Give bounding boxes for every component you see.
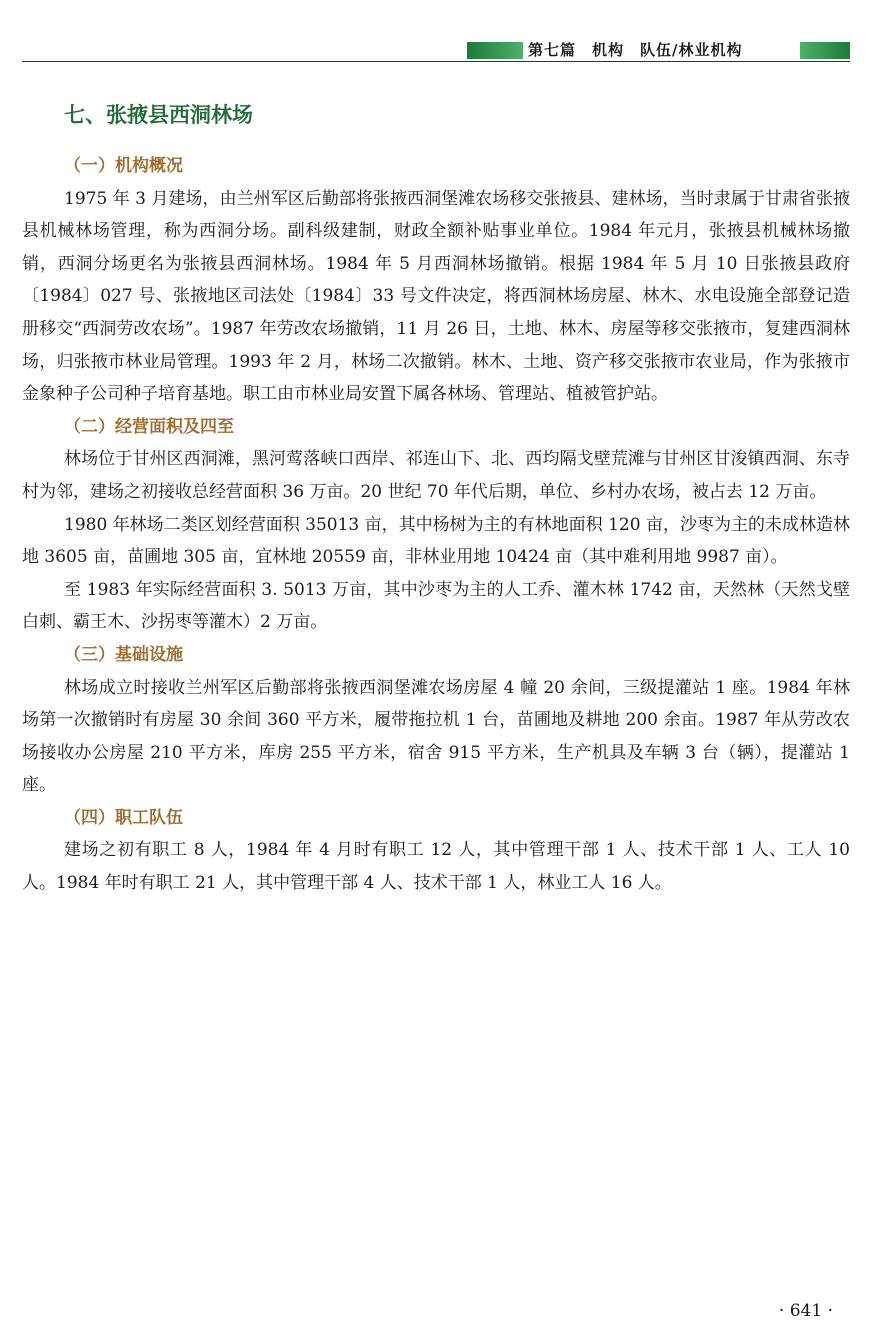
header-title: 第七篇 机构 队伍/林业机构 — [528, 41, 743, 59]
running-header — [22, 40, 850, 62]
paragraph-org-overview: 1975 年 3 月建场，由兰州军区后勤部将张掖西洞堡滩农场移交张掖县、建林场，当时隶属于甘肃省张掖县机械林场管理，称为西洞分场。副科级建制，财政全额补贴事业单位。1984 年元月，张掖县机械林场撤销，西洞分场更名为张掖县西洞林场。1984 年 5 月西洞林场撤销。根据 1984 年 5 月 10 日张掖县政府〔1984〕027 号、张掖地区司法处〔1984〕33 号文件决定，将西洞林场房屋、林木、水电设施全部登记造册移交“西洞劳改农场”。1987 年劳改农场撤销，11 月 26 日，土地、林木、房屋等移交张掖市，复建西洞林场，归张掖市林业局管理。1993 年 2 月，林场二次撤销。林木、土地、资产移交张掖市农业局，作为张掖市金象种子公司种子培育基地。职工由市林业局安置下属各林场、管理站、植被管护站。 — [22, 188, 850, 405]
article-body — [22, 150, 850, 900]
section-title: 七、张掖县西洞林场 — [64, 103, 253, 127]
paragraph-area-1983: 至 1983 年实际经营面积 3. 5013 万亩，其中沙枣为主的人工乔、灌木林 1742 亩，天然林（天然戈壁白刺、霸王木、沙拐枣等灌木）2 万亩。 — [22, 579, 850, 633]
paragraph-area-1980: 1980 年林场二类区划经营面积 35013 亩，其中杨树为主的有林地面积 120 亩，沙枣为主的未成林造林地 3605 亩，苗圃地 305 亩，宜林地 20559 亩，非林业用地 10424 亩（其中难利用地 9987 亩）。 — [22, 514, 850, 568]
header-decor-bar-left — [467, 42, 523, 59]
subsection-heading-staff: （四）职工队伍 — [64, 807, 183, 828]
paragraph-staff: 建场之初有职工 8 人，1984 年 4 月时有职工 12 人，其中管理干部 1 人、技术干部 1 人、工人 10 人。1984 年时有职工 21 人，其中管理干部 4 人、技术干部 1 人，林业工人 16 人。 — [22, 840, 850, 894]
subsection-heading-area-boundaries: （二）经营面积及四至 — [64, 416, 234, 437]
header-decor-bar-right — [800, 42, 850, 59]
paragraph-infrastructure: 林场成立时接收兰州军区后勤部将张掖西洞堡滩农场房屋 4 幢 20 余间，三级提灌站 1 座。1984 年林场第一次撤销时有房屋 30 余间 360 平方米，履带拖拉机 1 台，苗圃地及耕地 200 余亩。1987 年从劳改农场接收办公房屋 210 平方米，库房 255 平方米，宿舍 915 平方米，生产机具及车辆 3 台（辆），提灌站 1 座。 — [22, 677, 850, 796]
paragraph-location: 林场位于甘州区西洞滩，黑河莺落峡口西岸、祁连山下、北、西均隔戈壁荒滩与甘州区甘浚镇西洞、东寺村为邻，建场之初接收总经营面积 36 万亩。20 世纪 70 年代后期，单位、乡村办农场，被占去 12 万亩。 — [22, 449, 850, 502]
subsection-heading-infrastructure: （三）基础设施 — [64, 644, 183, 665]
page-number: · 641 · — [778, 1301, 833, 1321]
header-rule — [22, 61, 850, 62]
subsection-heading-org-overview: （一）机构概况 — [64, 156, 183, 176]
